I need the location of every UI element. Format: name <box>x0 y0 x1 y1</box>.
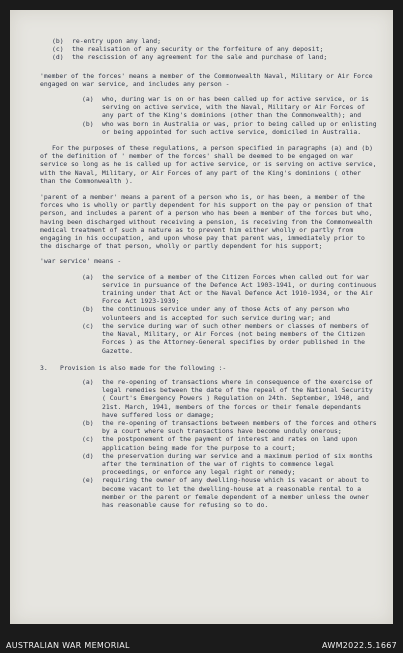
item-text: the preservation during war service and a maximum period of six months after the termination of the war of rights to commence legal proceedings, or enforce any legal right or remedy; <box>102 451 373 477</box>
section-number: 3. <box>40 363 48 372</box>
item-text: who was born in Australia or was, prior to being called up or enlisting or being appointed for such active service, domiciled in Australia. <box>102 119 377 136</box>
item-label: (b) <box>82 305 94 314</box>
item-text: requiring the owner of any dwelling-house which is vacant or about to become vacant to let the dwelling-house at a reasonable rental to a member or the parent or female dependent of a member unless the owner has reasonable cause for refusing so to do. <box>102 476 369 509</box>
list-item <box>82 452 377 477</box>
top-item <box>52 45 377 53</box>
item-label: (b) <box>52 37 64 45</box>
list-item <box>82 305 377 321</box>
item-text: the continuous service under any of those Acts of any person who volunteers and is accepted for such service during war; and <box>102 305 350 322</box>
list-item <box>82 476 377 509</box>
item-text: the realisation of any security or the forfeiture of any deposit; <box>72 45 324 54</box>
top-item <box>52 37 377 45</box>
provision-items <box>52 378 377 509</box>
war-service-definition: 'war service' means - <box>40 257 122 266</box>
footer-institution: AUSTRALIAN WAR MEMORIAL <box>6 641 130 650</box>
top-item <box>52 53 377 61</box>
item-label: (e) <box>82 476 94 485</box>
item-label: (a) <box>82 272 94 281</box>
section-intro: Provision is also made for the following :- <box>60 363 227 372</box>
item-label: (c) <box>52 45 64 54</box>
item-text: the re-opening of transactions where in consequence of the exercise of legal remedies between the date of the repeal of the National Security ( Court's Emergency Powers ) Regulation on 24th. September, 1940, and 21st. March, 1941, members of the forces or their female dependants have suffered loss or damage; <box>102 377 373 419</box>
item-label: (a) <box>82 377 94 386</box>
footer-accession-number: AWM2022.5.1667 <box>322 641 397 650</box>
item-label: (b) <box>82 119 94 128</box>
item-label: (c) <box>82 321 94 330</box>
item-text: who, during war is on or has been called up for active service, or is serving on active service, with the Naval, Military or Air Forces of any part of the King's dominions (other than the Commonwealth); and <box>102 95 369 120</box>
list-item <box>82 419 377 435</box>
item-label: (d) <box>52 53 64 62</box>
list-item <box>82 378 377 419</box>
member-forces-items <box>52 95 377 136</box>
member-forces-definition: 'member of the forces' means a member of the Commonwealth Naval, Military or Air Force engaged on war service, and includes any person - <box>40 71 373 88</box>
section-heading <box>40 364 377 372</box>
archive-footer <box>0 638 403 653</box>
typed-text <box>10 10 393 509</box>
item-label: (a) <box>82 95 94 104</box>
item-label: (d) <box>82 451 94 460</box>
list-item <box>82 322 377 355</box>
item-label: (b) <box>82 418 94 427</box>
parent-definition: 'parent of a member' means a parent of a person who is, or has been, a member of the forces who is wholly or partly dependent for his support on the pay or pension of that person, and includes a parent of a person who has been a member of the forces but who, having been discharged without receiving a pension, is receiving from the Commonwealth medical treatment of such a nature as to prevent him either wholly or partly from engaging in his occupation, and upon whose pay that parent was, immediately prior to the discharge of that person, wholly or partly dependent for his support; <box>40 193 373 251</box>
item-text: the rescission of any agreement for the sale and purchase of land; <box>72 53 328 62</box>
item-text: re-entry upon any land; <box>72 37 161 45</box>
list-item <box>82 435 377 451</box>
list-item <box>82 120 377 136</box>
item-text: the service of a member of the Citizen Forces when called out for war service in pursuance of the Defence Act 1903-1941, or during continuous training under that Act or the Naval Defence Act 1910-1934, or the Air Force Act 1923-1939; <box>102 272 377 306</box>
item-label: (c) <box>82 435 94 444</box>
list-item <box>82 273 377 306</box>
item-text: the postponement of the payment of interest and rates on land upon application being made for the purpose to a court; <box>102 435 358 452</box>
war-service-items <box>52 273 377 355</box>
purposes-paragraph: For the purposes of these regulations, a person specified in paragraphs (a) and (b) of the definition of ' member of the forces' shall be deemed to be engaged on war service so long as he is called up for active service, or is serving on active service, with the Naval, Military, or Air Forces of any part of the King's dominions ( other than the Commonwealth ). <box>40 144 377 185</box>
list-item <box>82 95 377 120</box>
item-text: the service during war of such other members or classes of members of the Naval, Military, or Air Forces (not being members of the Citizen Forces ) as the Attorney-General specifies by order published in the Gazette. <box>102 321 369 355</box>
item-text: the re-opening of transactions between members of the forces and others by a court where such transactions have become unduly onerous; <box>102 418 377 436</box>
document-page <box>10 10 393 624</box>
